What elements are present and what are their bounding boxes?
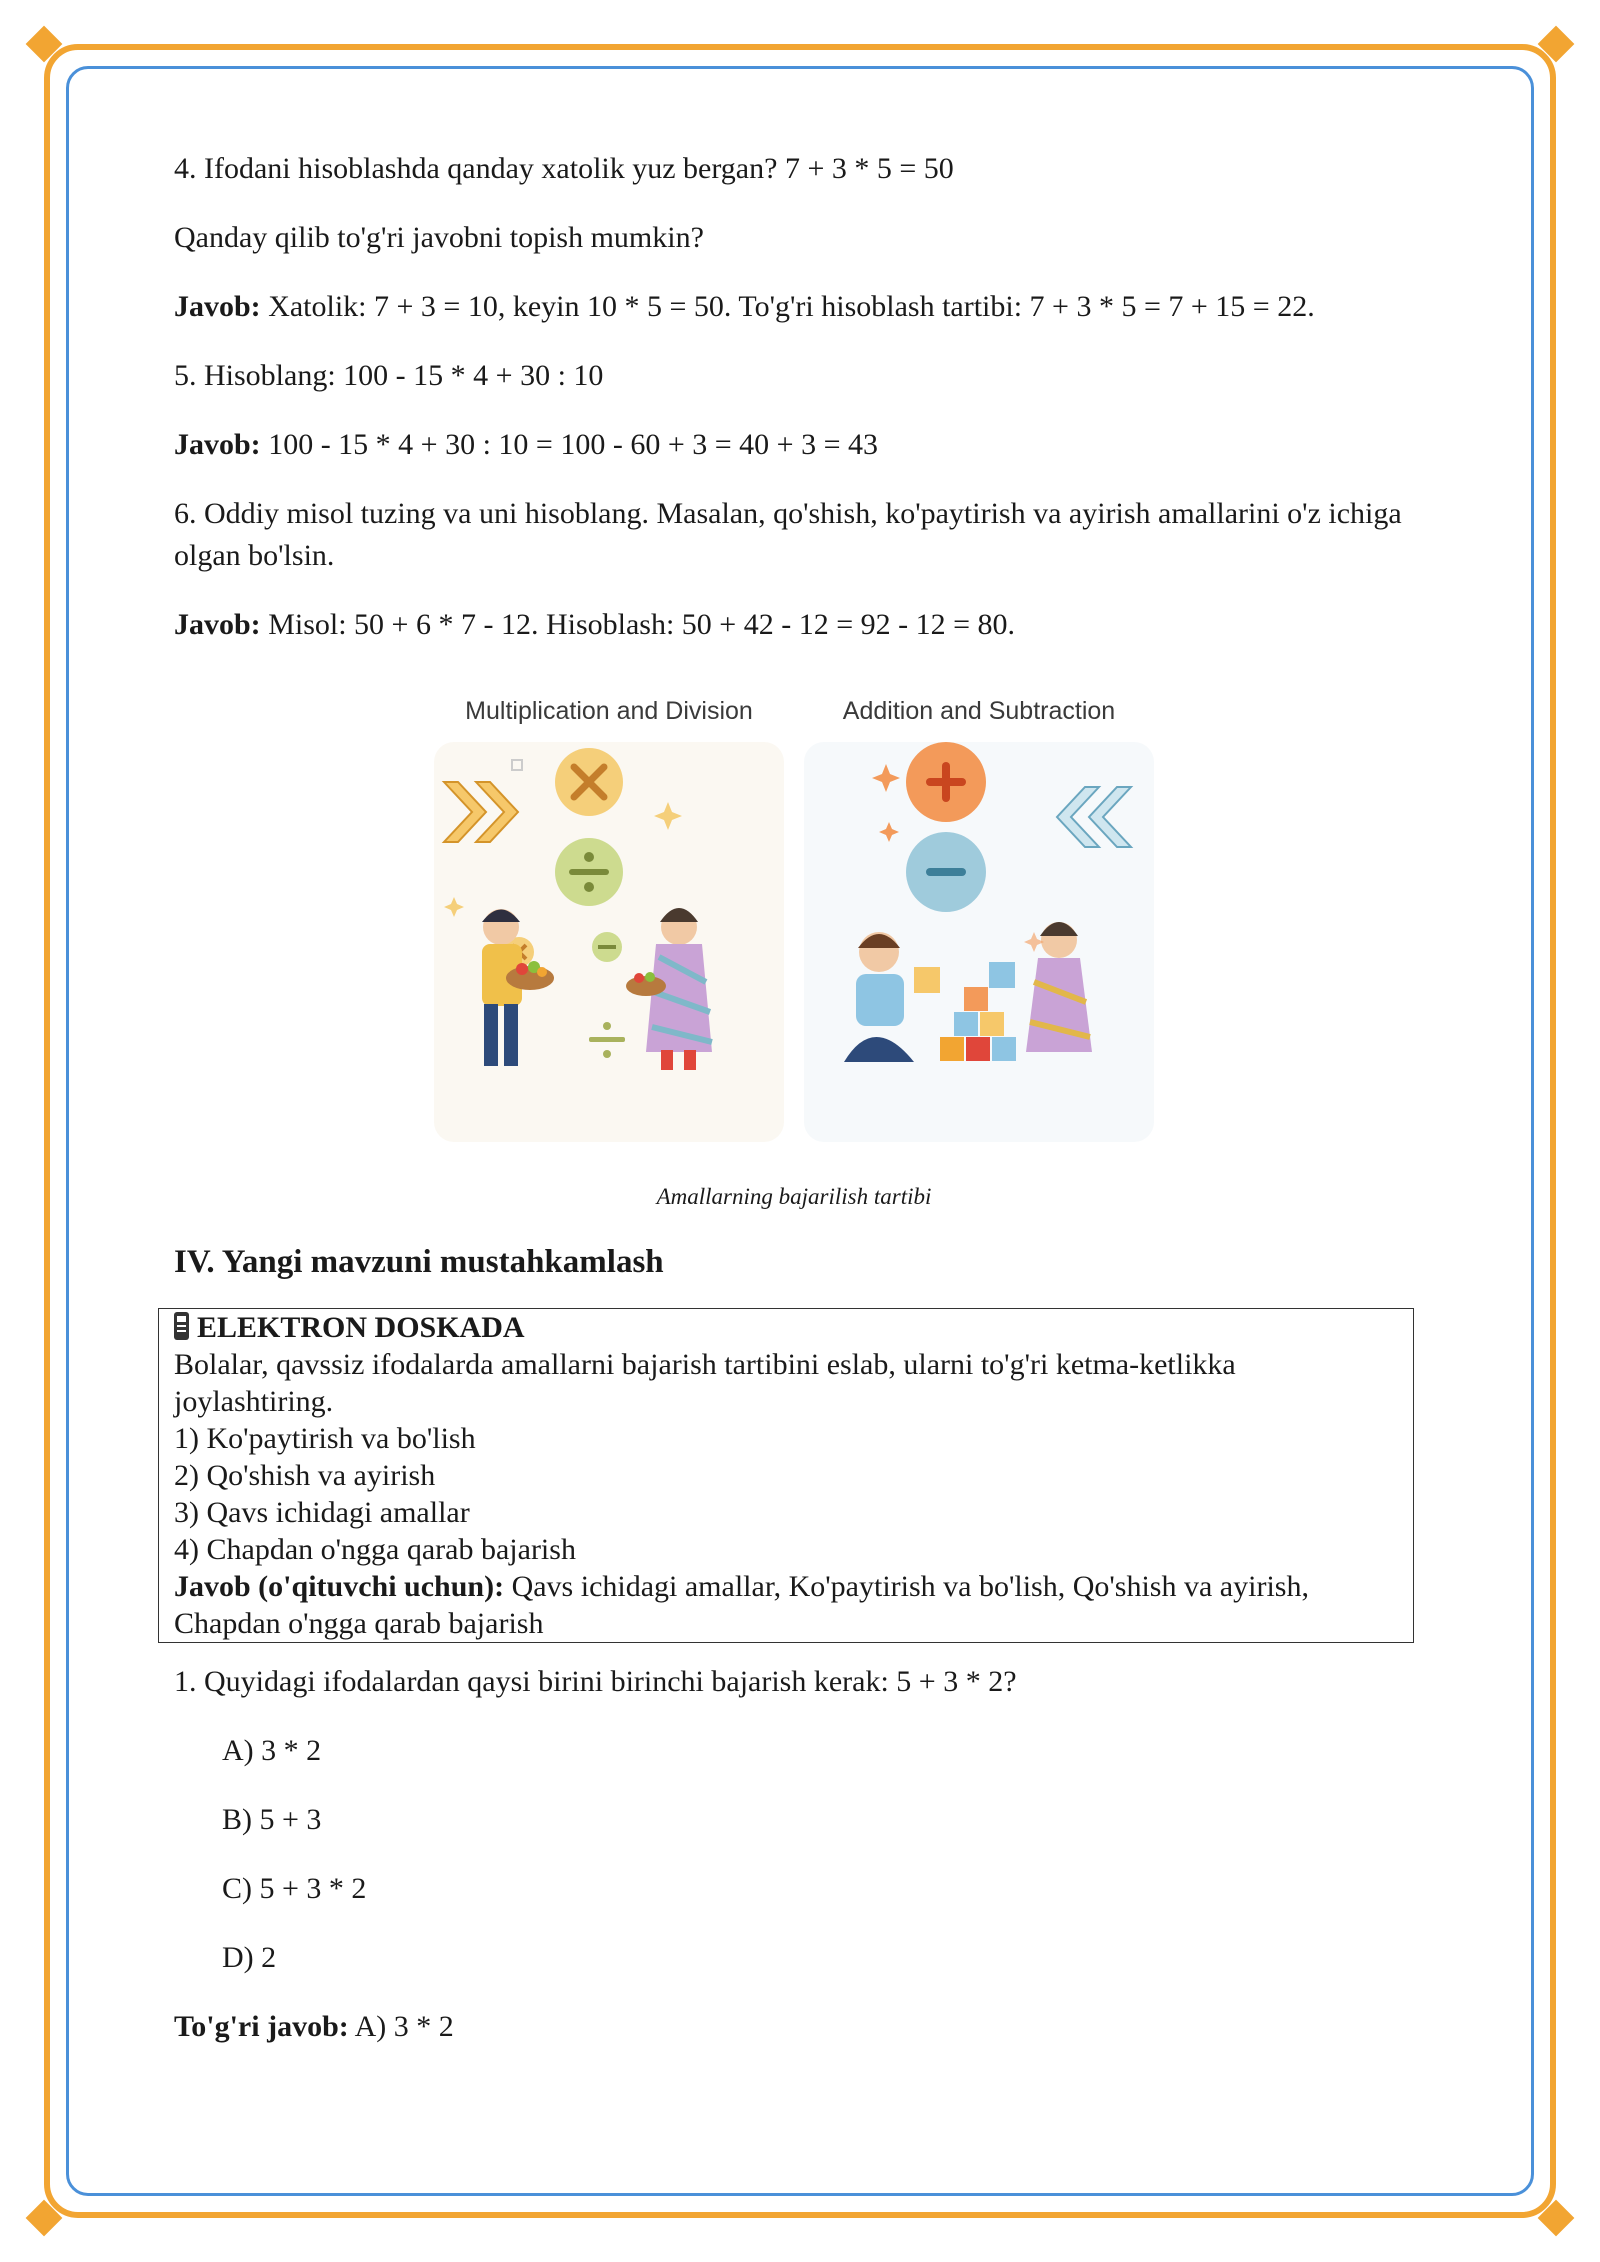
question-4: 4. Ifodani hisoblashda qanday xatolik yuz bergan? 7 + 3 * 5 = 50 (174, 152, 954, 185)
board-item: 4) Chapdan o'ngga qarab bajarish (174, 1533, 576, 1566)
multiplication-division-artwork (424, 682, 794, 1152)
page-content (174, 148, 1414, 2075)
question-6: 6. Oddiy misol tuzing va uni hisoblang. Masalan, qo'shish, ko'paytirish va ayirish amallarini o'z ichiga olgan bo'lsin. (174, 497, 1402, 572)
quiz-option-a: A) 3 * 2 (222, 1734, 322, 1767)
board-title-row (174, 1309, 1399, 1346)
board-answer (174, 1568, 1399, 1642)
question-4-sub: Qanday qilib to'g'ri javobni topish mumkin? (174, 221, 704, 254)
answer-text: 100 - 15 * 4 + 30 : 10 = 100 - 60 + 3 = 40 + 3 = 43 (260, 428, 879, 461)
calculator-icon (174, 1312, 189, 1340)
answer-label: Javob: (174, 290, 261, 323)
answer-5 (174, 424, 1414, 466)
question-5: 5. Hisoblang: 100 - 15 * 4 + 30 : 10 (174, 359, 604, 392)
answer-6 (174, 604, 1414, 646)
quiz-answer (174, 2006, 1414, 2048)
answer-label: Javob: (174, 428, 261, 461)
quiz-option-b: B) 5 + 3 (222, 1803, 322, 1836)
panel-title: Multiplication and Division (465, 697, 753, 725)
quiz-question: 1. Quyidagi ifodalardan qaysi birini birinchi bajarish kerak: 5 + 3 * 2? (174, 1665, 1017, 1698)
answer-text: Qavs ichidagi amallar, Ko'paytirish va bo'lish, Qo'shish va ayirish, Chapdan o'ngga qarab bajarish (174, 1570, 1309, 1640)
quiz-option-c: C) 5 + 3 * 2 (222, 1872, 367, 1905)
illustration (424, 682, 1164, 1152)
board-item: 3) Qavs ichidagi amallar (174, 1496, 470, 1529)
panel-addition-subtraction (794, 682, 1164, 1152)
board-intro: Bolalar, qavssiz ifodalarda amallarni bajarish tartibini eslab, ularni to'g'ri ketma-ketlikka joylashtiring. (174, 1348, 1236, 1418)
answer-label: Javob (o'qituvchi uchun): (174, 1570, 505, 1603)
answer-text: Xatolik: 7 + 3 = 10, keyin 10 * 5 = 50. To'g'ri hisoblash tartibi: 7 + 3 * 5 = 7 + 15 = 22. (260, 290, 1315, 323)
answer-4 (174, 286, 1414, 328)
board-title: ELEKTRON DOSKADA (197, 1311, 525, 1344)
electronic-board-box (158, 1308, 1414, 1643)
panel-title: Addition and Subtraction (842, 697, 1116, 725)
addition-subtraction-artwork (794, 682, 1164, 1152)
answer-label: Javob: (174, 608, 261, 641)
board-item: 2) Qo'shish va ayirish (174, 1459, 436, 1492)
figure-caption: Amallarning bajarilish tartibi (656, 1184, 932, 1209)
answer-label: To'g'ri javob: (174, 2010, 349, 2043)
panel-multiplication-division (424, 682, 794, 1152)
quiz-option-d: D) 2 (222, 1941, 277, 1974)
board-item: 1) Ko'paytirish va bo'lish (174, 1422, 476, 1455)
section-heading: IV. Yangi mavzuni mustahkamlash (174, 1244, 664, 1280)
answer-text: Misol: 50 + 6 * 7 - 12. Hisoblash: 50 + 42 - 12 = 92 - 12 = 80. (260, 608, 1016, 641)
answer-text: A) 3 * 2 (348, 2010, 454, 2043)
